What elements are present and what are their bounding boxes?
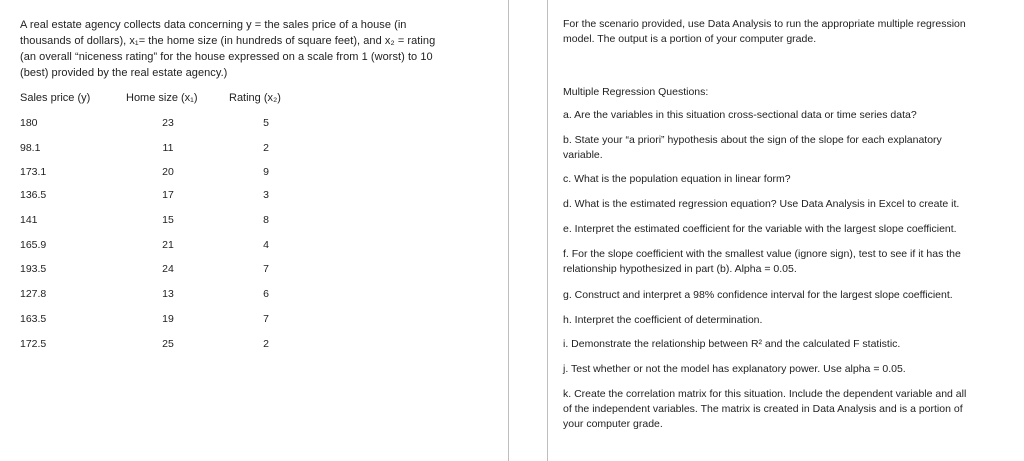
cell-rating: 2 xyxy=(263,338,269,350)
intro-line: (best) provided by the real estate agency.) xyxy=(20,67,228,79)
table-row xyxy=(0,288,508,304)
table-row xyxy=(0,338,508,354)
question-line: i. Demonstrate the relationship between R² and the calculated F statistic. xyxy=(563,338,901,350)
cell-home-size: 24 xyxy=(162,263,174,275)
header-sales-price: Sales price (y) xyxy=(20,92,91,104)
cell-rating: 3 xyxy=(263,189,269,201)
question-line: j. Test whether or not the model has explanatory power. Use alpha = 0.05. xyxy=(563,363,906,375)
header-home-size: Home size (x₁) xyxy=(126,92,198,104)
cell-home-size: 13 xyxy=(162,288,174,300)
cell-home-size: 17 xyxy=(162,189,174,201)
cell-sales-price: 165.9 xyxy=(20,239,47,251)
table-row xyxy=(0,166,508,182)
intro-line: A real estate agency collects data concerning y = the sales price of a house (in xyxy=(20,19,407,31)
cell-sales-price: 172.5 xyxy=(20,338,47,350)
cell-sales-price: 127.8 xyxy=(20,288,47,300)
cell-sales-price: 141 xyxy=(20,214,38,226)
question-line: g. Construct and interpret a 98% confidence interval for the largest slope coefficient. xyxy=(563,289,953,301)
cell-rating: 6 xyxy=(263,288,269,300)
question-f xyxy=(563,247,1021,277)
question-line: variable. xyxy=(563,149,603,161)
cell-home-size: 11 xyxy=(162,142,174,154)
question-line: h. Interpret the coefficient of determination. xyxy=(563,314,763,326)
cell-rating: 9 xyxy=(263,166,269,178)
problem-panel xyxy=(0,0,508,461)
table-row xyxy=(0,142,508,158)
question-line: relationship hypothesized in part (b). Alpha = 0.05. xyxy=(563,263,797,275)
question-k xyxy=(563,387,1021,432)
question-line: b. State your “a priori” hypothesis about the sign of the slope for each explanatory xyxy=(563,134,942,146)
cell-sales-price: 98.1 xyxy=(20,142,41,154)
table-row xyxy=(0,117,508,133)
cell-sales-price: 163.5 xyxy=(20,313,47,325)
question-line: e. Interpret the estimated coefficient for the variable with the largest slope coefficient. xyxy=(563,223,957,235)
cell-home-size: 15 xyxy=(162,214,174,226)
problem-intro xyxy=(20,17,490,81)
cell-home-size: 20 xyxy=(162,166,174,178)
cell-sales-price: 180 xyxy=(20,117,38,129)
cell-sales-price: 193.5 xyxy=(20,263,47,275)
intro-line: (an overall “niceness rating” for the house expressed on a scale from 1 (worst) to 10 xyxy=(20,51,433,63)
table-row xyxy=(0,313,508,329)
cell-home-size: 19 xyxy=(162,313,174,325)
table-row xyxy=(0,239,508,255)
cell-rating: 7 xyxy=(263,313,269,325)
question-a xyxy=(563,108,1021,123)
question-line: your computer grade. xyxy=(563,418,663,430)
question-j xyxy=(563,362,1021,377)
question-i xyxy=(563,337,1021,352)
cell-home-size: 23 xyxy=(162,117,174,129)
cell-sales-price: 173.1 xyxy=(20,166,47,178)
question-line: c. What is the population equation in linear form? xyxy=(563,173,791,185)
cell-rating: 2 xyxy=(263,142,269,154)
table-row xyxy=(0,189,508,205)
instructions-line: model. The output is a portion of your computer grade. xyxy=(563,33,817,45)
column-divider-left xyxy=(508,0,509,461)
instructions-line: For the scenario provided, use Data Analysis to run the appropriate multiple regression xyxy=(563,18,966,30)
question-line: a. Are the variables in this situation cross-sectional data or time series data? xyxy=(563,109,917,121)
question-line: of the independent variables. The matrix is created in Data Analysis and is a portion of xyxy=(563,403,963,415)
question-line: k. Create the correlation matrix for this situation. Include the dependent variable and all xyxy=(563,388,967,400)
questions-title: Multiple Regression Questions: xyxy=(563,86,709,98)
question-c xyxy=(563,172,1021,187)
questions-panel xyxy=(548,0,1024,461)
question-line: d. What is the estimated regression equation? Use Data Analysis in Excel to create it. xyxy=(563,198,960,210)
question-e xyxy=(563,222,1021,237)
question-h xyxy=(563,313,1021,328)
question-g xyxy=(563,288,1021,303)
table-row xyxy=(0,214,508,230)
table-row xyxy=(0,263,508,279)
cell-home-size: 21 xyxy=(162,239,174,251)
cell-rating: 4 xyxy=(263,239,269,251)
question-d xyxy=(563,197,1021,212)
cell-rating: 8 xyxy=(263,214,269,226)
cell-rating: 5 xyxy=(263,117,269,129)
cell-home-size: 25 xyxy=(162,338,174,350)
cell-sales-price: 136.5 xyxy=(20,189,47,201)
question-b xyxy=(563,133,1021,163)
cell-rating: 7 xyxy=(263,263,269,275)
header-rating: Rating (x₂) xyxy=(229,92,281,104)
intro-line: thousands of dollars), x₁= the home size (in hundreds of square feet), and x₂ = rating xyxy=(20,35,436,47)
question-line: f. For the slope coefficient with the smallest value (ignore sign), test to see if it has the xyxy=(563,248,961,260)
